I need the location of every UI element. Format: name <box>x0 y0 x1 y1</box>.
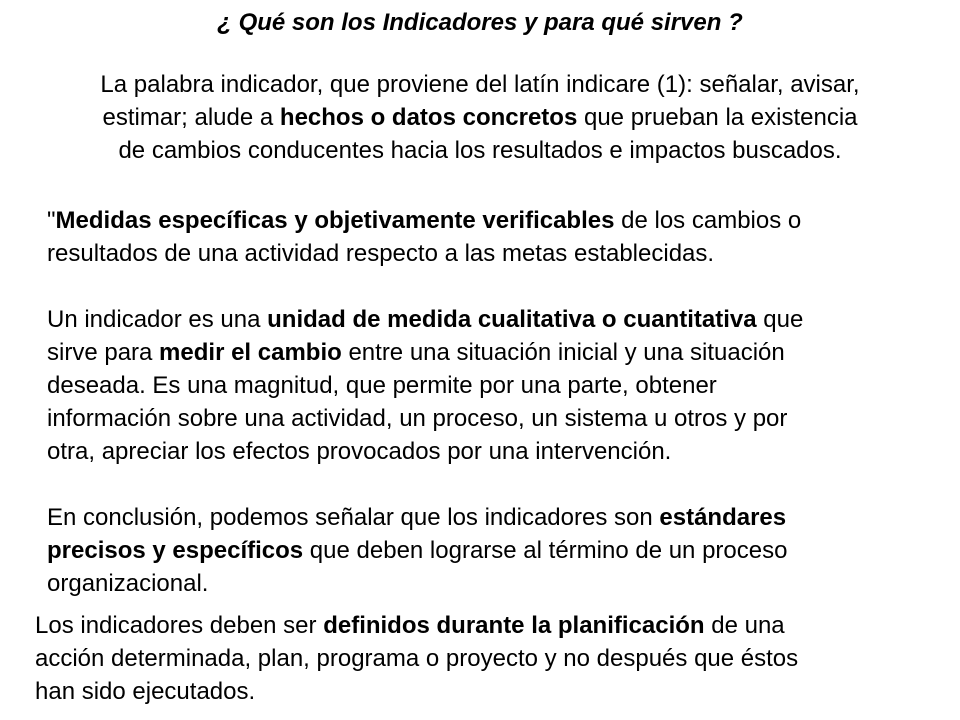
intro-line: de cambios conducentes hacia los resultados e impactos buscados. <box>118 137 842 164</box>
definitions-block <box>47 204 927 600</box>
intro-text: que prueban la existencia <box>577 104 858 131</box>
paragraph-gap <box>47 468 927 501</box>
intro-text: estimar; alude a <box>102 104 280 131</box>
conclusion-line <box>47 534 927 567</box>
conclusion-text: que deben lograrse al término de un proceso <box>303 537 788 564</box>
closing-paragraph <box>35 609 935 708</box>
unit-line: deseada. Es una magnitud, que permite por una parte, obtener <box>47 372 717 399</box>
unit-text: entre una situación inicial y una situación <box>341 339 785 366</box>
intro-paragraph <box>20 68 940 167</box>
closing-emphasis: definidos durante la planificación <box>323 612 705 639</box>
paragraph-gap <box>47 270 927 303</box>
definition-line: resultados de una actividad respecto a las metas establecidas. <box>47 240 715 267</box>
unit-emphasis: medir el cambio <box>159 339 342 366</box>
unit-text: que <box>756 306 804 333</box>
closing-text: Los indicadores deben ser <box>35 612 324 639</box>
definition-text: de los cambios o <box>614 207 802 234</box>
unit-text: Un indicador es una <box>47 306 268 333</box>
intro-emphasis: hechos o datos concretos <box>279 104 578 131</box>
conclusion-emphasis: precisos y específicos <box>47 537 304 564</box>
closing-line: han sido ejecutados. <box>35 678 256 705</box>
closing-line <box>35 609 935 642</box>
unit-line: otra, apreciar los efectos provocados por una intervención. <box>47 438 672 465</box>
conclusion-line <box>47 501 927 534</box>
unit-text: sirve para <box>47 339 160 366</box>
unit-line: información sobre una actividad, un proceso, un sistema u otros y por <box>47 405 788 432</box>
definition-line <box>47 204 927 237</box>
intro-line <box>20 101 940 134</box>
intro-line: La palabra indicador, que proviene del latín indicare (1): señalar, avisar, <box>100 71 860 98</box>
closing-text: de una <box>704 612 785 639</box>
definition-emphasis: Medidas específicas y objetivamente verificables <box>55 207 615 234</box>
slide-title: ¿ Qué son los Indicadores y para qué sirven ? <box>217 9 743 36</box>
quote-mark: " <box>47 207 56 234</box>
unit-line <box>47 303 927 336</box>
conclusion-line: organizacional. <box>47 570 209 597</box>
conclusion-emphasis: estándares <box>659 504 787 531</box>
unit-emphasis: unidad de medida cualitativa o cuantitativa <box>267 306 757 333</box>
closing-line: acción determinada, plan, programa o proyecto y no después que éstos <box>35 645 799 672</box>
conclusion-text: En conclusión, podemos señalar que los indicadores son <box>47 504 660 531</box>
unit-line <box>47 336 927 369</box>
